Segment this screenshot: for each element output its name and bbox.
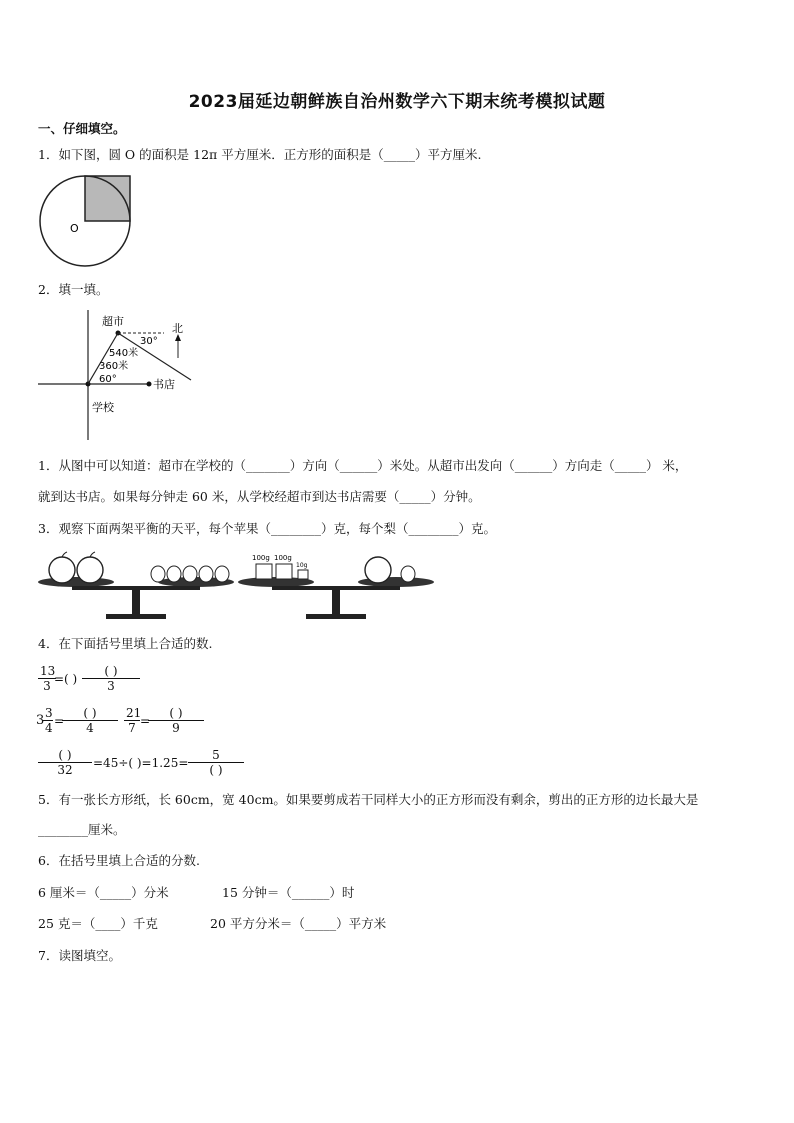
center-label: O [70, 222, 79, 235]
fraction-blank-32: ( ) 32 [38, 748, 92, 777]
question-6-d: 20 平方分米＝（_____）平方米 [210, 916, 387, 931]
row3-expression: =45÷( )=1.25= [93, 756, 189, 770]
left-balance-scale [38, 552, 234, 619]
question-6-b: 15 分钟＝（______）时 [222, 885, 355, 900]
pear-icon [167, 566, 181, 582]
angle-60-label: 60° [99, 374, 117, 385]
row1-equals: =( ) [54, 672, 78, 686]
row2-equals-2: = [140, 714, 151, 728]
weight-label: 10g [296, 562, 308, 569]
question-5-line-2: ________厘米。 [38, 822, 126, 837]
page-title: 2023届延边朝鲜族自治州数学六下期末统考模拟试题 [188, 92, 606, 112]
question-6-c: 25 克＝（____）千克 [38, 916, 158, 931]
question-2-line-1: 1．从图中可以知道：超市在学校的（_______）方向（______）米处。从超市出发向（______）方向走（_____） 米， [38, 458, 688, 473]
weight-icon [298, 570, 308, 579]
question-5-line-1: 5．有一张长方形纸，长 60cm，宽 40cm。如果要剪成若干同样大小的正方形而没有剩余，剪出的正方形的边长最大是 [38, 792, 699, 807]
distance-540-label: 540米 [109, 348, 139, 359]
direction-map-figure [36, 310, 206, 445]
row2-equals: = [54, 714, 65, 728]
question-7-text: 7．读图填空。 [38, 948, 121, 963]
weight-icon [276, 564, 292, 579]
fraction-3-4: $\frac{3}{4}$ [45, 706, 53, 735]
fraction-blank-9: ( ) 9 [148, 706, 204, 735]
question-2-line-2: 就到达书店。如果每分钟走 60 米，从学校经超市到达书店需要（_____）分钟。 [38, 489, 481, 504]
right-balance-scale [238, 554, 434, 619]
weight-label: 100g [252, 554, 270, 562]
bookstore-label: 书店 [153, 378, 175, 391]
weight-icon [256, 564, 272, 579]
north-arrow-head [175, 334, 181, 341]
north-label: 北 [172, 322, 183, 335]
apple-icon [49, 557, 75, 583]
apple-icon [365, 557, 391, 583]
pear-icon [199, 566, 213, 582]
question-3-text: 3．观察下面两架平衡的天平，每个苹果（________）克，每个梨（________）克。 [38, 521, 496, 536]
question-6-a: 6 厘米＝（_____）分米 [38, 885, 169, 900]
fraction-blank-4: ( ) 4 [62, 706, 118, 735]
question-6-text: 6．在括号里填上合适的分数. [38, 853, 200, 868]
school-label: 学校 [92, 401, 114, 414]
fraction-21-7: $\frac{21}{7}$ [126, 706, 142, 735]
question-1-text: 1．如下图，圆 O 的面积是 12π 平方厘米．正方形的面积是（_____）平方厘米. [38, 147, 482, 162]
pear-icon [215, 566, 229, 582]
question-4-text: 4．在下面括号里填上合适的数. [38, 636, 213, 651]
fraction-5-blank: 5 ( ) [188, 748, 244, 777]
pear-icon [401, 566, 415, 582]
distance-360-label: 360米 [99, 361, 129, 372]
fraction-13-3: $\frac{13}{3}$ [40, 664, 56, 693]
angle-30-label: 30° [140, 336, 158, 347]
question-2-text: 2．填一填。 [38, 282, 109, 297]
pear-icon [183, 566, 197, 582]
weight-label: 100g [274, 554, 292, 562]
apple-icon [77, 557, 103, 583]
circle-square-figure [36, 172, 136, 272]
supermarket-label: 超市 [102, 315, 124, 328]
pear-icon [151, 566, 165, 582]
balance-scales-figure [36, 548, 446, 623]
bookstore-point [147, 382, 152, 387]
fraction-blank-3: ( ) 3 [82, 664, 140, 693]
mixed-whole: 3 [36, 713, 45, 728]
section-heading: 一、仔细填空。 [38, 121, 126, 136]
